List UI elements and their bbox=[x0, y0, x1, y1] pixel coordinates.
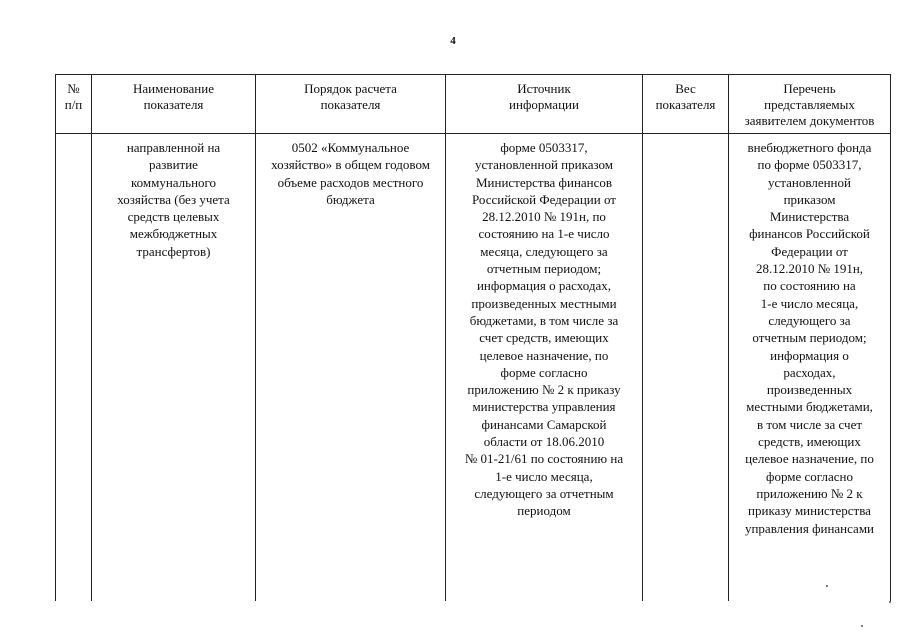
table-row bbox=[56, 134, 891, 602]
cell-indicator-name: направленной на развитие коммунального хозяйства (без учета средств целевых межбюджетных трансфертов) bbox=[92, 134, 256, 602]
cell-indicator-weight bbox=[643, 134, 729, 602]
scan-speck bbox=[861, 625, 863, 627]
indicator-table bbox=[55, 74, 891, 601]
header-documents-list: Перечень представляемых заявителем документов bbox=[729, 75, 891, 134]
scan-speck bbox=[889, 601, 891, 603]
header-calculation-method: Порядок расчета показателя bbox=[256, 75, 446, 134]
header-indicator-weight: Вес показателя bbox=[643, 75, 729, 134]
cell-calculation-method: 0502 «Коммунальное хозяйство» в общем годовом объеме расходов местного бюджета bbox=[256, 134, 446, 602]
header-indicator-name: Наименование показателя bbox=[92, 75, 256, 134]
page-number: 4 bbox=[450, 35, 456, 47]
header-information-source: Источник информации bbox=[446, 75, 643, 134]
scan-speck bbox=[826, 585, 828, 587]
cell-documents-list: внебюджетного фонда по форме 0503317, установленной приказом Министерства финансов Российской Федерации от 28.12.2010 № 191н, по состоянию на 1-е число месяца, следующего за отчетным периодом; информация о расходах, произведенных местными бюджетами, в том числе за счет средств, имеющих целевое назначение, по форме согласно приложению № 2 к приказу министерства управления финансами bbox=[729, 134, 891, 602]
table-header-row bbox=[56, 75, 891, 134]
cell-information-source: форме 0503317, установленной приказом Министерства финансов Российской Федерации от 28.12.2010 № 191н, по состоянию на 1-е число месяца, следующего за отчетным периодом; информация о расходах, произведенных местными бюджетами, в том числе за счет средств, имеющих целевое назначение, по форме согласно приложению № 2 к приказу министерства управления финансами Самарской области от 18.06.2010 № 01-21/61 по состоянию на 1-е число месяца, следующего за отчетным периодом bbox=[446, 134, 643, 602]
header-number: № п/п bbox=[56, 75, 92, 134]
cell-number bbox=[56, 134, 92, 602]
